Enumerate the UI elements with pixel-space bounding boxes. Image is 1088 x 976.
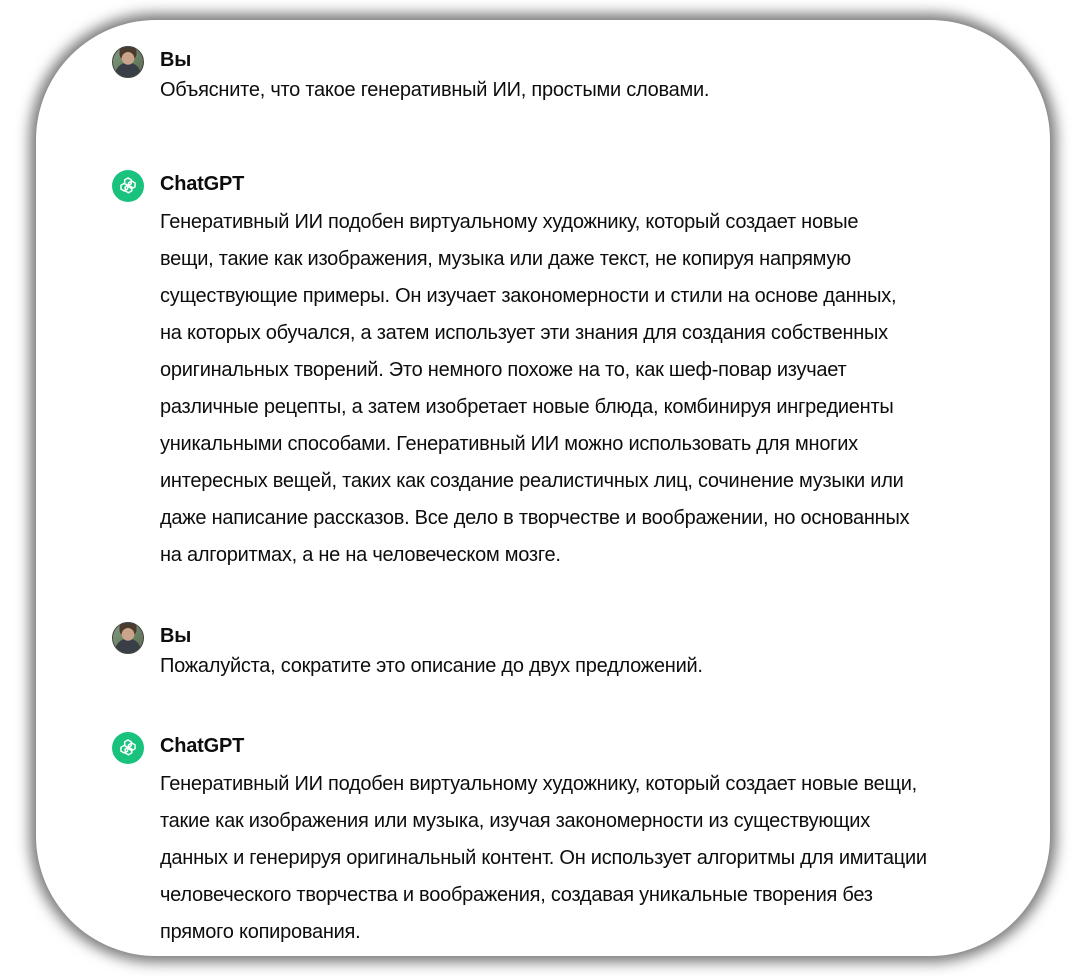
chatgpt-logo-icon [112, 170, 144, 202]
message-text: Объясните, что такое генеративный ИИ, простыми словами. [160, 79, 710, 101]
message-author: Вы [160, 49, 192, 71]
message-text: Генеративный ИИ подобен виртуальному художнику, который создает новые вещи, такие как изображения, музыка или даже текст, не копируя напрямую существующие примеры. Он изучает закономерности и стили на основе данных, на которых обучался, а затем использует эти знания для создания собственных оригинальных творений. Это немного похоже на то, как шеф-повар изучает различные рецепты, а затем изобретает новые блюда, комбинируя ингредиенты уникальными способами. Генеративный ИИ можно использовать для многих интересных вещей, таких как создание реалистичных лиц, сочинение музыки или даже написание рассказов. Все дело в творчестве и воображении, но основанных на алгоритмах, а не на человеческом мозге. [160, 211, 910, 566]
message-text: Пожалуйста, сократите это описание до двух предложений. [160, 655, 703, 677]
message-author: ChatGPT [160, 173, 245, 195]
user-avatar [112, 46, 144, 78]
message-text: Генеративный ИИ подобен виртуальному художнику, который создает новые вещи, такие как изображения или музыка, изучая закономерности из существующих данных и генерируя оригинальный контент. Он использует алгоритмы для имитации человеческого творчества и воображения, создавая уникальные творения без прямого копирования. [160, 773, 927, 943]
message-author: ChatGPT [160, 735, 245, 757]
message-author: Вы [160, 625, 192, 647]
chat-transcript [36, 20, 1050, 956]
chatgpt-logo-icon [112, 732, 144, 764]
user-avatar [112, 622, 144, 654]
